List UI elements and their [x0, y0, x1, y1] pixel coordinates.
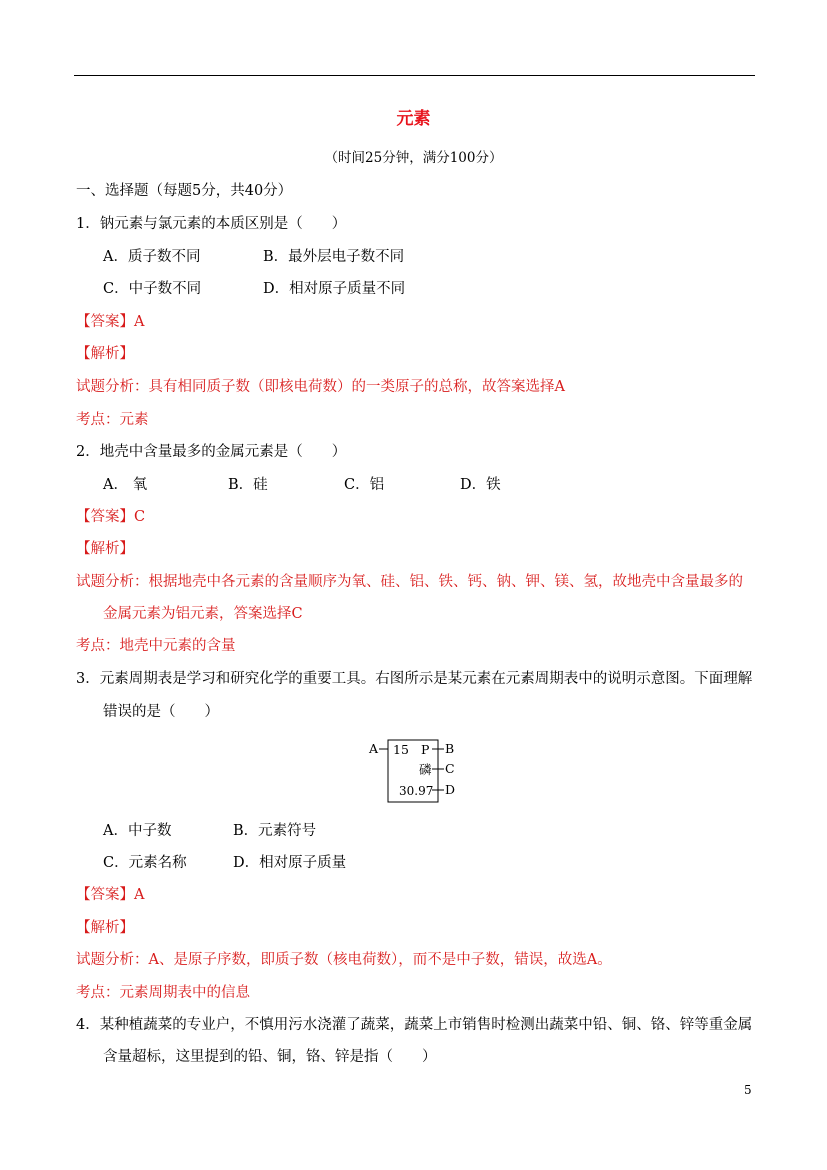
q3-point: 考点：元素周期表中的信息 — [76, 985, 250, 1001]
q1-option-a: A．质子数不同 — [103, 249, 201, 265]
q3-option-b: B．元素符号 — [233, 823, 317, 839]
q3-option-a: A．中子数 — [103, 823, 172, 839]
q3-answer: 【答案】A — [76, 887, 145, 903]
q4-stem-line2: 含量超标，这里提到的铅、铜，铬、锌是指（ ） — [103, 1049, 437, 1065]
q1-analysis-heading: 【解析】 — [76, 346, 134, 362]
figure-label-c: C — [445, 761, 455, 776]
q3-options-row1 — [103, 821, 316, 841]
atomic-number: 15 — [393, 742, 409, 757]
q1-option-d: D．相对原子质量不同 — [263, 281, 406, 297]
q1-point: 考点：元素 — [76, 412, 149, 428]
element-name: 磷 — [419, 762, 432, 777]
q1-options-row1 — [103, 247, 404, 267]
q4-stem-line1: 4．某种植蔬菜的专业户，不慎用污水浇灌了蔬菜，蔬菜上市销售时检测出蔬菜中铅、铜、铬、锌等重金属 — [76, 1017, 753, 1033]
q3-option-d: D．相对原子质量 — [233, 855, 347, 871]
figure-label-b: B — [445, 741, 455, 756]
q2-answer: 【答案】C — [76, 509, 146, 525]
page-number: 5 — [744, 1083, 752, 1097]
q1-options-row2 — [103, 279, 405, 299]
q2-analysis-line1: 试题分析：根据地壳中各元素的含量顺序为氧、硅、铝、铁、钙、钠、钾、镁、氢，故地壳中含量最多的 — [76, 574, 743, 590]
q3-analysis: 试题分析：A、是原子序数，即质子数（核电荷数），而不是中子数，错误，故选A。 — [76, 952, 612, 968]
q1-option-b: B．最外层电子数不同 — [263, 249, 405, 265]
element-symbol: P — [421, 742, 430, 757]
q3-stem-line1: 3．元素周期表是学习和研究化学的重要工具。右图所示是某元素在元素周期表中的说明示意图。下面理解 — [76, 671, 753, 687]
q2-stem: 2．地壳中含量最多的金属元素是（ ） — [76, 444, 347, 460]
q3-analysis-heading: 【解析】 — [76, 920, 134, 936]
q3-stem-line2: 错误的是（ ） — [103, 704, 219, 720]
q2-option-b: B．硅 — [228, 477, 268, 493]
q1-answer: 【答案】A — [76, 314, 145, 330]
q2-option-d: D．铁 — [460, 477, 501, 493]
q2-option-c: C．铝 — [344, 477, 385, 493]
header-rule — [74, 75, 755, 76]
q3-options-row2 — [103, 853, 346, 873]
q2-option-a: A． 氧 — [103, 477, 148, 493]
section-heading: 一、选择题（每题5分，共40分） — [76, 183, 293, 199]
figure-label-d: D — [445, 782, 456, 797]
q1-option-c: C．中子数不同 — [103, 281, 202, 297]
periodic-element-figure — [368, 738, 460, 804]
page-subtitle: （时间25分钟，满分100分） — [324, 150, 503, 166]
q2-options-row — [103, 475, 501, 495]
page-title: 元素 — [396, 109, 431, 129]
q3-option-c: C．元素名称 — [103, 855, 187, 871]
q2-analysis-line2: 金属元素为铝元素，答案选择C — [103, 606, 303, 622]
q2-point: 考点：地壳中元素的含量 — [76, 638, 236, 654]
q2-analysis-heading: 【解析】 — [76, 541, 134, 557]
q1-stem: 1．钠元素与氯元素的本质区别是（ ） — [76, 216, 347, 232]
q1-analysis: 试题分析：具有相同质子数（即核电荷数）的一类原子的总称，故答案选择A — [76, 379, 565, 395]
figure-label-a: A — [369, 741, 379, 756]
atomic-mass: 30.97 — [399, 784, 434, 798]
